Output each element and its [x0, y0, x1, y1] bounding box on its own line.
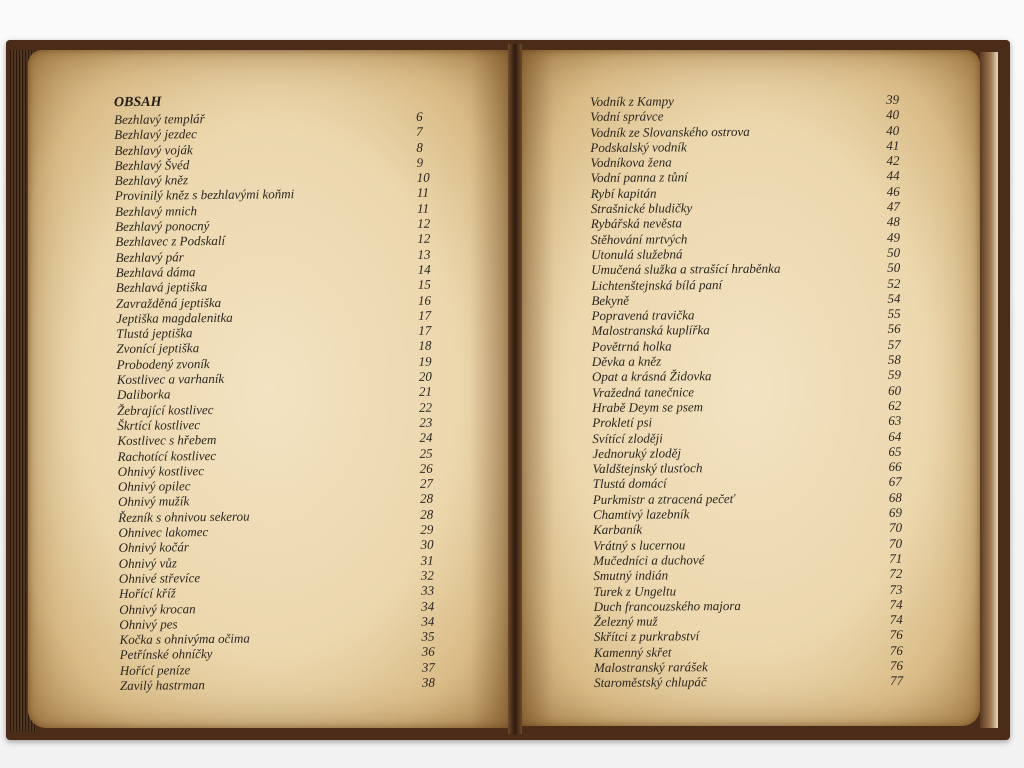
toc-entry-page: 31	[420, 552, 434, 568]
toc-entry-page: 24	[419, 429, 433, 446]
toc-entry-page: 52	[887, 275, 901, 291]
toc-entry-title: Vodní správce	[590, 108, 664, 125]
toc-entry-page: 35	[421, 628, 435, 644]
toc-entry-title: Hořící peníze	[119, 661, 191, 678]
toc-entry-title: Staroměstský chlupáč	[594, 674, 707, 691]
toc-entry-page: 17	[418, 307, 432, 323]
toc-entry-page: 40	[886, 122, 900, 138]
toc-entry-page: 19	[418, 353, 432, 369]
toc-entry-page: 60	[888, 382, 902, 398]
toc-entry-page: 47	[886, 198, 900, 215]
toc-entry-title: Rybářská nevěsta	[590, 215, 683, 232]
toc-entry-page: 44	[886, 168, 900, 184]
toc-entry-title: Bezhlavý Švéd	[114, 157, 190, 173]
toc-entry-title: Bezhlavý jezdec	[114, 126, 197, 143]
toc-entry-page: 21	[418, 384, 433, 400]
toc-entry-page: 15	[417, 276, 431, 293]
toc-list-right	[590, 92, 914, 691]
toc-entry-page: 20	[418, 368, 432, 384]
toc-entry-page: 50	[887, 244, 901, 260]
toc-entry-title: Bezhlavá dáma	[115, 264, 196, 280]
toc-entry-page: 39	[885, 91, 900, 107]
toc-entry-title: Tlustá jeptiška	[116, 325, 193, 342]
toc-entry-page: 74	[889, 596, 903, 612]
toc-entry-title: Vražedná tanečnice	[592, 383, 695, 400]
toc-entry-title: Ohnivý mužík	[118, 493, 190, 510]
toc-entry-page: 9	[416, 154, 424, 170]
toc-entry-title: Ohnivý vůz	[118, 554, 177, 571]
toc-entry-title: Umučená služka a strašící hraběnka	[591, 260, 781, 278]
toc-entry-title: Svítící zloději	[592, 430, 663, 446]
toc-entry-title: Bezhlavý voják	[114, 141, 193, 158]
toc-entry-page: 55	[887, 305, 901, 322]
toc-entry-title: Ohnivý krocan	[119, 600, 196, 617]
toc-entry-title: Železný muž	[593, 613, 658, 630]
toc-entry-page: 12	[417, 215, 431, 231]
toc-entry-page: 14	[417, 261, 431, 277]
toc-entry-page: 56	[887, 321, 901, 337]
toc-entry-page: 12	[417, 231, 431, 247]
toc-entry-page: 10	[416, 169, 430, 186]
toc-entry-title: Malostranská kuplířka	[591, 322, 710, 339]
toc-entry-page: 50	[887, 260, 901, 276]
toc-entry-title: Stěhování mrtvých	[590, 230, 688, 247]
toc-entry-page: 29	[420, 521, 434, 537]
toc-entry-page: 17	[418, 322, 432, 338]
toc-entry-title: Purkmistr a ztracená pečeť	[592, 490, 735, 507]
toc-entry-title: Kostlivec s hřebem	[117, 432, 217, 449]
toc-entry-page: 32	[420, 567, 434, 583]
toc-entry-title: Žebrající kostlivec	[117, 401, 214, 418]
toc-entry-page: 26	[419, 460, 433, 476]
toc-entry-page: 74	[889, 611, 903, 628]
toc-entry-title: Podskalský vodník	[590, 139, 687, 155]
toc-entry-page: 46	[886, 183, 900, 199]
toc-entry-page: 7	[416, 124, 423, 140]
toc-entry-page: 73	[889, 581, 903, 597]
toc-heading: OBSAH	[113, 94, 162, 111]
toc-entry-title: Bezhlavý ponocný	[115, 218, 210, 235]
toc-entry-page: 11	[416, 185, 429, 201]
toc-entry-page: 23	[419, 414, 433, 430]
toc-entry-page: 18	[418, 338, 432, 354]
toc-entry-page: 57	[887, 336, 901, 352]
toc-entry-title: Rachotící kostlivec	[117, 447, 217, 464]
toc-entry-page: 63	[888, 413, 902, 429]
toc-entry-title: Ohnivec lakomec	[118, 524, 209, 540]
toc-entry-page: 54	[887, 290, 901, 306]
toc-entry-page: 66	[888, 458, 902, 475]
toc-entry-page: 49	[886, 229, 901, 245]
toc-entry-page: 40	[886, 107, 900, 123]
toc-entry-title: Malostranský rarášek	[593, 659, 708, 675]
toc-entry-title: Povětrná holka	[591, 338, 672, 354]
toc-entry-title: Opat a krásná Židovka	[591, 368, 712, 385]
spine-shadow-left	[470, 50, 512, 728]
toc-entry-page: 42	[886, 153, 900, 169]
toc-entry-title: Mučedníci a duchové	[593, 552, 705, 568]
toc-entry-page: 30	[420, 536, 434, 553]
toc-entry-title: Zavilý hastrman	[119, 677, 205, 693]
toc-entry-title: Valdštejnský tlusťoch	[592, 460, 703, 477]
toc-entry-title: Hořící kříž	[118, 585, 176, 602]
toc-entry-page: 68	[888, 489, 902, 505]
toc-entry-title: Chamtivý lazebník	[592, 506, 690, 523]
toc-entry-title: Utonulá služebná	[591, 246, 683, 262]
toc-entry-page: 71	[889, 550, 903, 566]
right-page-edge	[980, 52, 998, 728]
toc-entry-page: 34	[421, 598, 435, 614]
toc-entry-title: Turek z Ungeltu	[593, 582, 677, 599]
toc-entry-page: 72	[889, 566, 903, 582]
toc-entry-title: Vodník z Kampy	[590, 93, 674, 109]
toc-entry-title: Kočka s ohnivýma očima	[119, 630, 250, 648]
toc-entry-page: 58	[887, 351, 901, 367]
toc-entry-title: Karbaník	[592, 521, 643, 538]
toc-entry-page: 37	[421, 659, 435, 675]
toc-entry-page: 48	[886, 214, 900, 230]
toc-entry-title: Popravená travička	[591, 307, 695, 324]
toc-entry-page: 38	[421, 674, 436, 690]
toc-entry-title: Zvonící jeptiška	[116, 340, 200, 357]
toc-entry-title: Petřínské ohníčky	[119, 646, 213, 663]
toc-entry-page: 70	[888, 520, 903, 536]
toc-entry-title: Prokletí psi	[592, 414, 653, 431]
toc-entry-title: Bezhlavý mnich	[114, 202, 198, 219]
toc-entry-page: 16	[417, 292, 432, 308]
toc-entry-page: 22	[419, 399, 433, 415]
toc-entry-page: 33	[420, 582, 435, 599]
toc-entry-page: 36	[421, 644, 435, 660]
toc-entry-title: Kamenný skřet	[593, 644, 672, 660]
toc-entry-title: Bekyně	[591, 292, 630, 308]
toc-entry-title: Bezhlavá jeptiška	[115, 279, 208, 296]
toc-entry-title: Bezhlavý pár	[115, 248, 184, 265]
toc-entry-title: Probodený zvoník	[116, 355, 210, 372]
toc-entry-page: 27	[419, 475, 433, 491]
toc-entry-title: Strašnické bludičky	[590, 200, 693, 217]
toc-entry	[594, 673, 914, 691]
toc-entry-title: Jeptiška magdalenitka	[116, 309, 233, 326]
toc-entry-page: 6	[415, 108, 423, 124]
toc-entry-page: 41	[886, 137, 900, 153]
toc-entry-title: Jednoruký zloděj	[592, 445, 682, 461]
toc-entry-title: Duch francouzského majora	[593, 597, 741, 614]
spine-shadow-right	[518, 50, 554, 726]
toc-entry-page: 76	[889, 627, 903, 643]
toc-entry-page: 13	[417, 246, 431, 262]
toc-entry-title: Ohnivý kočár	[118, 539, 190, 556]
toc-entry-page: 69	[888, 504, 902, 520]
toc-entry-title: Děvka a kněz	[591, 353, 662, 370]
toc-entry-page: 65	[888, 443, 902, 459]
toc-entry-title: Vodník ze Slovanského ostrova	[590, 123, 750, 140]
toc-entry-title: Zavražděná jeptiška	[115, 294, 222, 311]
toc-entry-page: 77	[890, 673, 904, 689]
toc-entry-title: Ohnivé střevíce	[118, 570, 201, 586]
toc-entry-title: Daliborka	[116, 386, 171, 403]
toc-entry-title: Ohnivý opilec	[117, 478, 191, 495]
toc-entry-title: Vrátný s lucernou	[593, 536, 686, 553]
toc-entry-page: 59	[887, 367, 902, 383]
toc-entry-page: 34	[421, 613, 435, 629]
toc-entry-title: Skřítci z purkrabství	[593, 628, 700, 645]
toc-entry-title: Tlustá domácí	[592, 475, 667, 492]
book-gutter	[508, 44, 522, 734]
toc-entry-page: 67	[888, 474, 902, 490]
toc-entry-page: 64	[888, 428, 902, 444]
toc-entry-title: Lichtenštejnská bílá paní	[591, 276, 723, 293]
toc-entry-page: 28	[420, 506, 434, 522]
toc-entry-page: 8	[416, 139, 423, 155]
toc-entry-page: 28	[419, 491, 434, 507]
toc-entry-page: 25	[419, 445, 433, 461]
toc-entry-title: Vodníkova žena	[590, 154, 672, 171]
toc-entry-page: 70	[889, 535, 903, 551]
toc-entry-title: Bezhlavec z Podskalí	[115, 233, 226, 250]
toc-entry-title: Smutný indián	[593, 567, 669, 584]
toc-entry-page: 62	[888, 397, 902, 413]
toc-entry-title: Bezhlavý templář	[114, 111, 205, 127]
toc-entry-title: Provinilý kněz s bezhlavými koňmi	[114, 186, 295, 204]
toc-entry-title: Řezník s ohnivou sekerou	[118, 508, 250, 525]
toc-entry-page: 76	[889, 657, 904, 673]
toc-entry-title: Ohnivý pes	[119, 616, 178, 632]
toc-entry-title: Rybí kapitán	[590, 185, 657, 201]
toc-entry-page: 11	[416, 200, 430, 216]
toc-entry-title: Hrabě Deym se psem	[592, 399, 704, 415]
toc-entry-title: Ohnivý kostlivec	[117, 462, 205, 479]
toc-list-left	[114, 109, 450, 694]
toc-entry-title: Kostlivec a varhaník	[116, 370, 225, 388]
toc-entry-page: 76	[889, 642, 903, 658]
toc-entry-title: Bezhlavý kněz	[114, 172, 189, 189]
toc-entry-title: Škrtící kostlivec	[117, 417, 201, 433]
toc-entry-title: Vodní panna z tůní	[590, 169, 688, 186]
